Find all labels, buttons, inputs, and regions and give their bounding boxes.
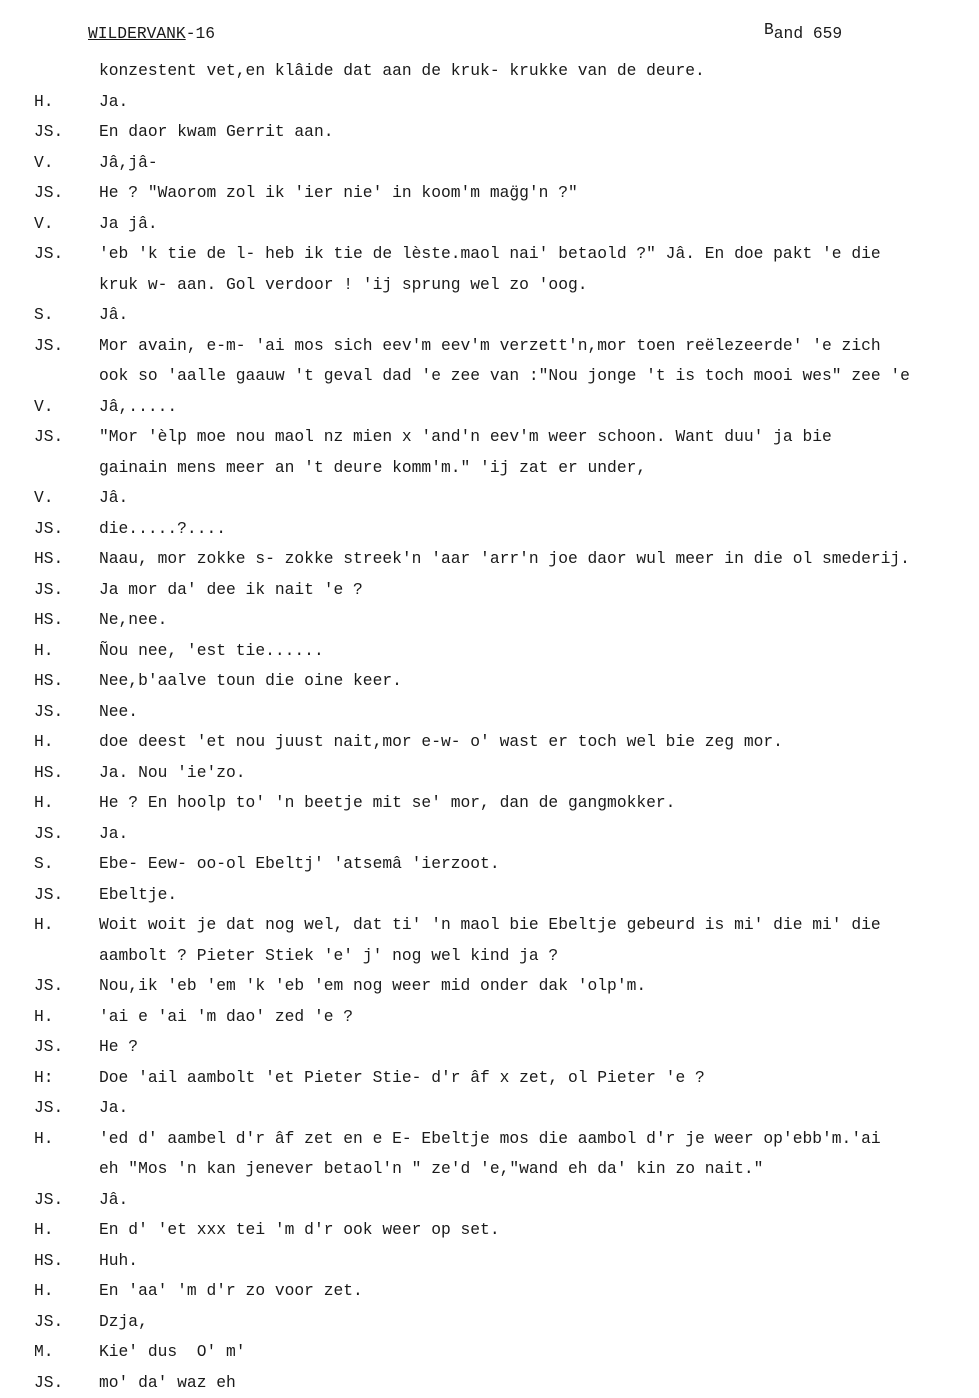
utterance-text: Nee. (99, 697, 138, 728)
transcript-line (0, 544, 979, 575)
utterance-text: die.....?.... (99, 514, 226, 545)
speaker-label: H: (34, 1063, 54, 1094)
utterance-text: kruk w- aan. Gol verdoor ! 'ij sprung wel zo 'oog. (99, 270, 588, 301)
transcript-body (0, 56, 979, 1398)
speaker-label: HS. (34, 1246, 63, 1277)
utterance-text: aambolt ? Pieter Stiek 'e' j' nog wel kind ja ? (99, 941, 558, 972)
speaker-label: JS. (34, 1307, 63, 1338)
transcript-line (0, 87, 979, 118)
utterance-text: He ? "Waorom zol ik 'ier nie' in koom'm mag̈g'n ?" (99, 178, 578, 209)
utterance-text: "Mor 'èlp moe nou maol nz mien x 'and'n eev'm weer schoon. Want duu' ja bie (99, 422, 832, 453)
speaker-label: H. (34, 727, 54, 758)
transcript-line (0, 636, 979, 667)
utterance-text: 'eb 'k tie de l- heb ik tie de lèste.maol nai' betaold ?" Jâ. En doe pakt 'e die (99, 239, 881, 270)
transcript-line (0, 1368, 979, 1398)
utterance-text: En 'aa' 'm d'r zo voor zet. (99, 1276, 363, 1307)
band-initial: B (764, 20, 774, 39)
transcript-line (0, 575, 979, 606)
transcript-line (0, 117, 979, 148)
utterance-text: Ne,nee. (99, 605, 167, 636)
utterance-text: eh "Mos 'n kan jenever betaol'n " ze'd 'e,"wand eh da' kin zo nait." (99, 1154, 763, 1185)
transcript-line (0, 1063, 979, 1094)
utterance-text: Jâ. (99, 300, 128, 331)
transcript-line (0, 422, 979, 453)
utterance-text: Ja. (99, 87, 128, 118)
transcript-line (0, 666, 979, 697)
page-header (88, 24, 939, 50)
utterance-text: Huh. (99, 1246, 138, 1277)
utterance-text: He ? (99, 1032, 138, 1063)
utterance-text: Ja. (99, 819, 128, 850)
speaker-label: V. (34, 209, 54, 240)
document-id-number: -16 (186, 24, 215, 43)
transcript-line (0, 178, 979, 209)
utterance-text: doe deest 'et nou juust nait,mor e-w- o' wast er toch wel bie zeg mor. (99, 727, 783, 758)
transcript-line (0, 483, 979, 514)
speaker-label: HS. (34, 758, 63, 789)
transcript-line (0, 1337, 979, 1368)
utterance-text: Ja. (99, 1093, 128, 1124)
transcript-line (0, 697, 979, 728)
utterance-text: Dzja, (99, 1307, 148, 1338)
transcript-line (0, 880, 979, 911)
speaker-label: JS. (34, 178, 63, 209)
transcript-line (0, 758, 979, 789)
transcript-line (0, 1032, 979, 1063)
utterance-text: mo' da' waz eh (99, 1368, 236, 1398)
speaker-label: JS. (34, 514, 63, 545)
transcript-line (0, 727, 979, 758)
utterance-text: gainain mens meer an 't deure komm'm." 'ij zat er under, (99, 453, 646, 484)
speaker-label: JS. (34, 117, 63, 148)
band-label: and 659 (774, 24, 842, 43)
utterance-text: Mor avain, e-m- 'ai mos sich eev'm eev'm verzett'n,mor toen reëlezeerde' 'e zich (99, 331, 881, 362)
transcript-line (0, 300, 979, 331)
speaker-label: JS. (34, 1093, 63, 1124)
transcript-line (0, 849, 979, 880)
utterance-text: Jâ. (99, 483, 128, 514)
speaker-label: JS. (34, 880, 63, 911)
utterance-text: Woit woit je dat nog wel, dat ti' 'n maol bie Ebeltje gebeurd is mi' die mi' die (99, 910, 881, 941)
speaker-label: JS. (34, 575, 63, 606)
speaker-label: JS. (34, 697, 63, 728)
utterance-text: Ja. Nou 'ie'zo. (99, 758, 246, 789)
band-number (764, 24, 842, 43)
transcript-line (0, 453, 979, 484)
transcript-line (0, 1246, 979, 1277)
transcript-line (0, 209, 979, 240)
speaker-label: JS. (34, 1185, 63, 1216)
transcript-line (0, 1215, 979, 1246)
transcript-line (0, 361, 979, 392)
speaker-label: JS. (34, 239, 63, 270)
utterance-text: 'ai e 'ai 'm dao' zed 'e ? (99, 1002, 353, 1033)
utterance-text: En daor kwam Gerrit aan. (99, 117, 334, 148)
speaker-label: JS. (34, 331, 63, 362)
transcript-line (0, 1307, 979, 1338)
transcript-line (0, 1154, 979, 1185)
transcript-line (0, 1124, 979, 1155)
speaker-label: H. (34, 1124, 54, 1155)
transcript-line (0, 392, 979, 423)
utterance-text: Ebeltje. (99, 880, 177, 911)
utterance-text: Jâ. (99, 1185, 128, 1216)
utterance-text: ook so 'aalle gaauw 't geval dad 'e zee van :"Nou jonge 't is toch mooi wes" zee 'e (99, 361, 910, 392)
speaker-label: JS. (34, 1032, 63, 1063)
utterance-text: Ebe- Eew- oo-ol Ebeltj' 'atsemâ 'ierzoot. (99, 849, 500, 880)
speaker-label: H. (34, 1276, 54, 1307)
speaker-label: JS. (34, 1368, 63, 1398)
transcript-line (0, 1276, 979, 1307)
transcript-line (0, 971, 979, 1002)
speaker-label: HS. (34, 666, 63, 697)
speaker-label: H. (34, 87, 54, 118)
speaker-label: S. (34, 849, 54, 880)
speaker-label: S. (34, 300, 54, 331)
speaker-label: H. (34, 1215, 54, 1246)
speaker-label: V. (34, 148, 54, 179)
utterance-text: He ? En hoolp to' 'n beetje mit se' mor, dan de gangmokker. (99, 788, 675, 819)
utterance-text: Ñou nee, 'est tie...... (99, 636, 324, 667)
speaker-label: JS. (34, 971, 63, 1002)
transcript-line (0, 1185, 979, 1216)
utterance-text: Ja mor da' dee ik nait 'e ? (99, 575, 363, 606)
transcript-line (0, 910, 979, 941)
transcript-line (0, 819, 979, 850)
transcript-line (0, 941, 979, 972)
transcript-line (0, 148, 979, 179)
document-id-underlined: WILDERVANK (88, 24, 186, 43)
utterance-text: Jâ,jâ- (99, 148, 158, 179)
speaker-label: HS. (34, 544, 63, 575)
utterance-text: konzestent vet,en klâide dat aan de kruk- krukke van de deure. (99, 56, 705, 87)
transcript-line (0, 331, 979, 362)
speaker-label: V. (34, 392, 54, 423)
utterance-text: 'ed d' aambel d'r âf zet en e E- Ebeltje mos die aambol d'r je weer op'ebb'm.'ai (99, 1124, 881, 1155)
utterance-text: Kie' dus O' m' (99, 1337, 246, 1368)
speaker-label: JS. (34, 422, 63, 453)
transcript-line (0, 270, 979, 301)
utterance-text: Ja jâ. (99, 209, 158, 240)
utterance-text: Nee,b'aalve toun die oine keer. (99, 666, 402, 697)
speaker-label: H. (34, 1002, 54, 1033)
utterance-text: Doe 'ail aambolt 'et Pieter Stie- d'r âf x zet, ol Pieter 'e ? (99, 1063, 705, 1094)
utterance-text: En d' 'et xxx tei 'm d'r ook weer op set. (99, 1215, 500, 1246)
speaker-label: H. (34, 910, 54, 941)
document-id (88, 24, 215, 43)
transcript-line (0, 1002, 979, 1033)
speaker-label: H. (34, 636, 54, 667)
transcript-line (0, 1093, 979, 1124)
transcript-line (0, 514, 979, 545)
speaker-label: JS. (34, 819, 63, 850)
transcript-line (0, 239, 979, 270)
utterance-text: Naau, mor zokke s- zokke streek'n 'aar 'arr'n joe daor wul meer in die ol smederij. (99, 544, 910, 575)
speaker-label: HS. (34, 605, 63, 636)
transcript-line (0, 605, 979, 636)
speaker-label: M. (34, 1337, 54, 1368)
speaker-label: V. (34, 483, 54, 514)
transcript-line (0, 788, 979, 819)
utterance-text: Jâ,..... (99, 392, 177, 423)
transcript-line (0, 56, 979, 87)
utterance-text: Nou,ik 'eb 'em 'k 'eb 'em nog weer mid onder dak 'olp'm. (99, 971, 646, 1002)
speaker-label: H. (34, 788, 54, 819)
